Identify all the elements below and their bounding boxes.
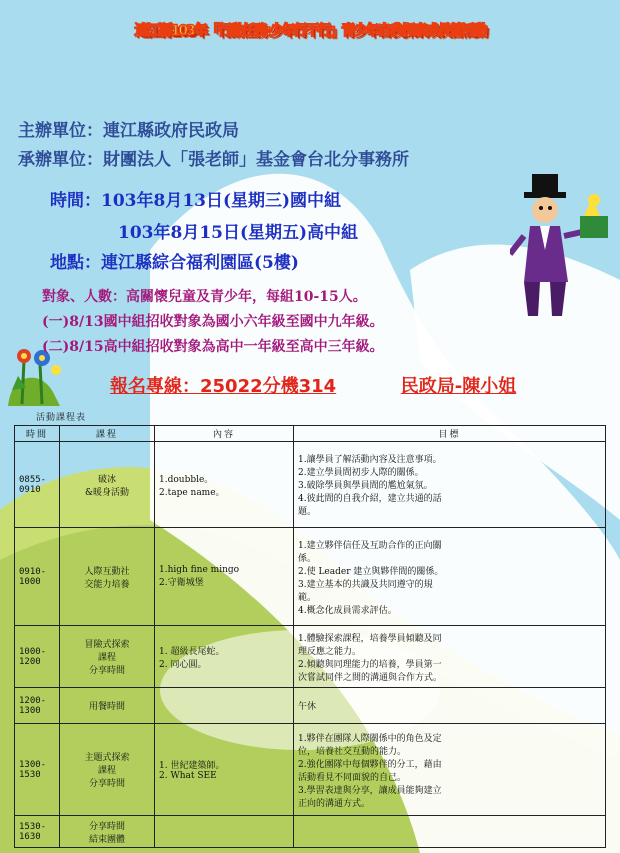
place-text: 地點：連江縣綜合福利園區(5樓) bbox=[50, 253, 299, 273]
goal-item: 正向的溝通方式。 bbox=[298, 798, 371, 809]
goal-item: 4.彼此間的自我介紹，建立共通的話 bbox=[298, 494, 442, 504]
goal-item: 位，培養社交互動的能力。 bbox=[298, 746, 407, 757]
goal-item: 次嘗試同伴之間的溝通與合作方式。 bbox=[298, 672, 443, 683]
header-goal: 目標 bbox=[294, 426, 606, 442]
row-content bbox=[155, 724, 294, 816]
content-item: 2.tape name。 bbox=[159, 487, 225, 498]
group1-text: (一)8/13國中組招收對象為國小六年級至國中九年級。 bbox=[42, 314, 384, 330]
content-item: 2.守衛城堡 bbox=[159, 578, 204, 588]
hotline-number: 報名專線：25022分機314 bbox=[110, 376, 337, 397]
goal-item: 1.讓學員了解活動內容及注意事項。 bbox=[298, 455, 442, 465]
goal-item: 範。 bbox=[298, 592, 317, 603]
header-time: 時間 bbox=[15, 426, 60, 442]
goal-item: 1.體驗探索課程，培養學員傾聽及同 bbox=[298, 633, 442, 644]
goal-item: 3.建立基本的共識及共同遵守的規 bbox=[298, 579, 433, 590]
row-goals bbox=[294, 626, 606, 688]
table-row bbox=[15, 724, 606, 816]
goal-item: 係。 bbox=[298, 553, 317, 564]
goal-item: 題。 bbox=[298, 507, 317, 517]
group2-text: (二)8/15高中組招收對象為高中一年級至高中三年級。 bbox=[42, 339, 384, 355]
row-goals bbox=[294, 442, 606, 528]
row-time: 1000- 1200 bbox=[15, 626, 60, 688]
row-goals bbox=[294, 528, 606, 626]
goal-item: 1.夥伴在團隊人際關係中的角色及定 bbox=[298, 733, 442, 744]
content-item: 1.doubble。 bbox=[159, 474, 214, 485]
row-content bbox=[155, 442, 294, 528]
row-course: 分享時間 結束團體 bbox=[60, 816, 155, 848]
row-course: 主題式探索 課程 分享時間 bbox=[60, 724, 155, 816]
row-time: 0855- 0910 bbox=[15, 442, 60, 528]
goal-item: 活動看見不同面貌的自己。 bbox=[298, 772, 407, 783]
header-content: 內容 bbox=[155, 426, 294, 442]
row-course: 人際互動社 交能力培養 bbox=[60, 528, 155, 626]
goal-item: 3.學習表達與分享，讓成員能夠建立 bbox=[298, 785, 442, 796]
row-time: 0910- 1000 bbox=[15, 528, 60, 626]
content-item: 1.high fine mingo bbox=[159, 565, 240, 575]
goal-item: 午休 bbox=[298, 702, 317, 712]
content-item: 2. 同心圓。 bbox=[159, 659, 207, 670]
organizer-text: 主辦單位：連江縣政府民政局 bbox=[18, 121, 239, 141]
table-row bbox=[15, 626, 606, 688]
goal-item: 3.破除學員與學員間的尷尬氣氛。 bbox=[298, 481, 433, 491]
contact-person: 民政局-陳小姐 bbox=[400, 376, 517, 397]
table-row bbox=[15, 528, 606, 626]
time-line-1: 時間：103年8月13日(星期三)國中組 bbox=[50, 191, 342, 211]
goal-item: 2.建立學員間初步人際的關係。 bbox=[298, 468, 424, 478]
row-time: 1300- 1530 bbox=[15, 724, 60, 816]
magician-icon bbox=[510, 170, 615, 320]
coorganizer-text: 承辦單位：財團法人「張老師」基金會台北分事務所 bbox=[18, 150, 409, 170]
content-item: 2. What SEE bbox=[159, 771, 217, 781]
goal-item: 2.強化團隊中每個夥伴的分工，藉由 bbox=[298, 759, 442, 770]
goal-item: 2.使 Leader 建立與夥伴間的關係。 bbox=[298, 566, 444, 577]
goal-item: 理反應之能力。 bbox=[298, 646, 362, 657]
goal-item: 4.概念化成員需求評估。 bbox=[298, 605, 397, 616]
header-course: 課程 bbox=[60, 426, 155, 442]
row-content bbox=[155, 626, 294, 688]
content-item: 1. 超級長尾蛇。 bbox=[159, 646, 225, 657]
goal-item: 2.傾聽與同理能力的培養，學員第一 bbox=[298, 659, 442, 670]
page-title: 連江縣103年「行動任務:少年行不行」青少年自我探索成長營活動 bbox=[134, 23, 486, 39]
row-content bbox=[155, 528, 294, 626]
goal-item: 1.建立夥伴信任及互助合作的正向關 bbox=[298, 540, 442, 551]
table-row bbox=[15, 816, 606, 848]
target-text: 對象、人數：高關懷兒童及青少年，每組10-15人。 bbox=[42, 289, 367, 305]
hotline bbox=[110, 372, 516, 398]
time-line-2: 103年8月15日(星期五)高中組 bbox=[118, 223, 359, 243]
schedule-table bbox=[14, 425, 606, 848]
table-header-row bbox=[15, 426, 606, 442]
row-goals bbox=[294, 688, 606, 724]
table-row bbox=[15, 442, 606, 528]
row-course: 破冰 &暖身活動 bbox=[60, 442, 155, 528]
table-row bbox=[15, 688, 606, 724]
row-time: 1530- 1630 bbox=[15, 816, 60, 848]
row-course: 用餐時間 bbox=[60, 688, 155, 724]
row-content bbox=[155, 816, 294, 848]
row-course: 冒險式探索 課程 分享時間 bbox=[60, 626, 155, 688]
row-goals bbox=[294, 724, 606, 816]
content-item: 1. 世紀建築師。 bbox=[159, 761, 225, 771]
row-content bbox=[155, 688, 294, 724]
table-caption: 活動課程表 bbox=[36, 413, 87, 423]
row-goals bbox=[294, 816, 606, 848]
row-time: 1200- 1300 bbox=[15, 688, 60, 724]
